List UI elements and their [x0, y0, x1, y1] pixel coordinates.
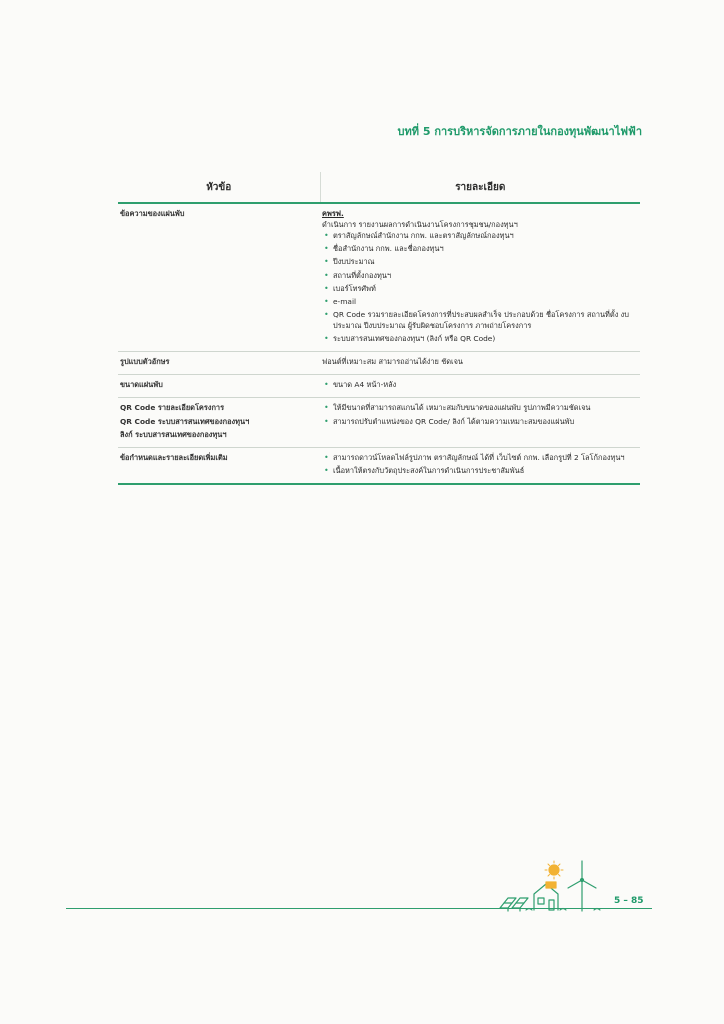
list-item: • สามารถปรับตำแหน่งของ QR Code/ ลิงก์ ได้ตามความเหมาะสมของแผ่นพับ — [324, 416, 575, 426]
bullet-icon: • — [324, 416, 329, 426]
table-row — [118, 398, 640, 447]
list-item: • QR Code รวมรายละเอียดโครงการที่ประสบผลสำเร็จ ประกอบด้วย ชื่อโครงการ สถานที่ตั้ง งบประมาณ ปีงบประมาณ ผู้รับผิดชอบโครงการ ภาพถ่ายโครงการ — [324, 309, 629, 330]
list-item: • สามารถดาวน์โหลดไฟล์รูปภาพ ตราสัญลักษณ์ ได้ที่ เว็บไซต์ กกพ. เลือกรูปที่ 2 โลโก้กองทุนฯ — [324, 452, 625, 462]
list-item: • ขนาด A4 หน้า-หลัง — [324, 380, 397, 390]
list-item: • ระบบสารสนเทศของกองทุนฯ (ลิงก์ หรือ QR Code) — [324, 334, 496, 344]
chapter-title: บทที่ 5 การบริหารจัดการภายในกองทุนพัฒนาไฟฟ้า — [397, 125, 642, 138]
row-detail — [320, 352, 640, 375]
column-header-topic: หัวข้อ — [118, 172, 320, 203]
detail-text: ดำเนินการ รายงานผลการดำเนินงานโครงการชุมชน/กองทุนฯ — [322, 220, 518, 230]
page-number: 5 – 85 — [614, 896, 644, 906]
row-topic — [118, 352, 320, 375]
bullet-icon: • — [324, 380, 329, 390]
table-row — [118, 352, 640, 375]
list-item: • เนื้อหาให้ตรงกับวัตถุประสงค์ในการดำเนินการประชาสัมพันธ์ — [324, 465, 525, 475]
bullet-list — [322, 379, 636, 390]
topic-text: ลิงก์ ระบบสารสนเทศของกองทุนฯ — [120, 429, 227, 439]
topic-text: ข้อกำหนดและรายละเอียดเพิ่มเติม — [120, 452, 228, 462]
table-row — [118, 375, 640, 398]
bullet-icon: • — [324, 452, 329, 462]
bullet-icon: • — [324, 231, 329, 241]
bullet-icon: • — [324, 465, 329, 475]
detail-heading: คพรฟ. — [322, 209, 344, 218]
row-topic — [118, 398, 320, 447]
list-item: • เบอร์โทรศัพท์ — [324, 283, 376, 293]
bullet-icon: • — [324, 296, 329, 306]
row-detail — [320, 447, 640, 484]
renewable-energy-illustration-icon — [496, 858, 606, 912]
bullet-icon: • — [324, 270, 329, 280]
bullet-icon: • — [324, 403, 329, 413]
list-item: • สถานที่ตั้งกองทุนฯ — [324, 270, 392, 280]
bullet-icon: • — [324, 244, 329, 254]
table-header-row — [118, 172, 640, 203]
row-topic — [118, 203, 320, 352]
topic-text: QR Code ระบบสารสนเทศของกองทุนฯ — [120, 416, 250, 426]
table-row — [118, 203, 640, 352]
row-detail — [320, 203, 640, 352]
row-topic — [118, 375, 320, 398]
topic-text: ขนาดแผ่นพับ — [120, 380, 163, 390]
list-item: • e-mail — [324, 296, 357, 306]
row-detail — [320, 398, 640, 447]
bullet-list — [322, 452, 636, 476]
column-header-detail: รายละเอียด — [320, 172, 640, 203]
row-detail — [320, 375, 640, 398]
bullet-list — [322, 402, 636, 426]
list-item: • ตราสัญลักษณ์สำนักงาน กกพ. และตราสัญลักษณ์กองทุนฯ — [324, 231, 514, 241]
bullet-icon: • — [324, 334, 329, 344]
bullet-icon: • — [324, 283, 329, 293]
detail-text: ฟอนต์ที่เหมาะสม สามารถอ่านได้ง่าย ชัดเจน — [322, 357, 463, 367]
bullet-icon: • — [324, 257, 329, 267]
list-item: • ปีงบประมาณ — [324, 257, 375, 267]
topic-text: ข้อความของแผ่นพับ — [120, 209, 185, 218]
table-row — [118, 447, 640, 484]
row-topic — [118, 447, 320, 484]
list-item: • ให้มีขนาดที่สามารถสแกนได้ เหมาะสมกับขนาดของแผ่นพับ รูปภาพมีความชัดเจน — [324, 403, 591, 413]
specification-table — [118, 172, 640, 485]
topic-text: QR Code รายละเอียดโครงการ — [120, 403, 225, 413]
bullet-icon: • — [324, 309, 329, 319]
list-item: • ชื่อสำนักงาน กกพ. และชื่อกองทุนฯ — [324, 244, 444, 254]
topic-text: รูปแบบตัวอักษร — [120, 357, 170, 367]
bullet-list — [322, 230, 636, 344]
